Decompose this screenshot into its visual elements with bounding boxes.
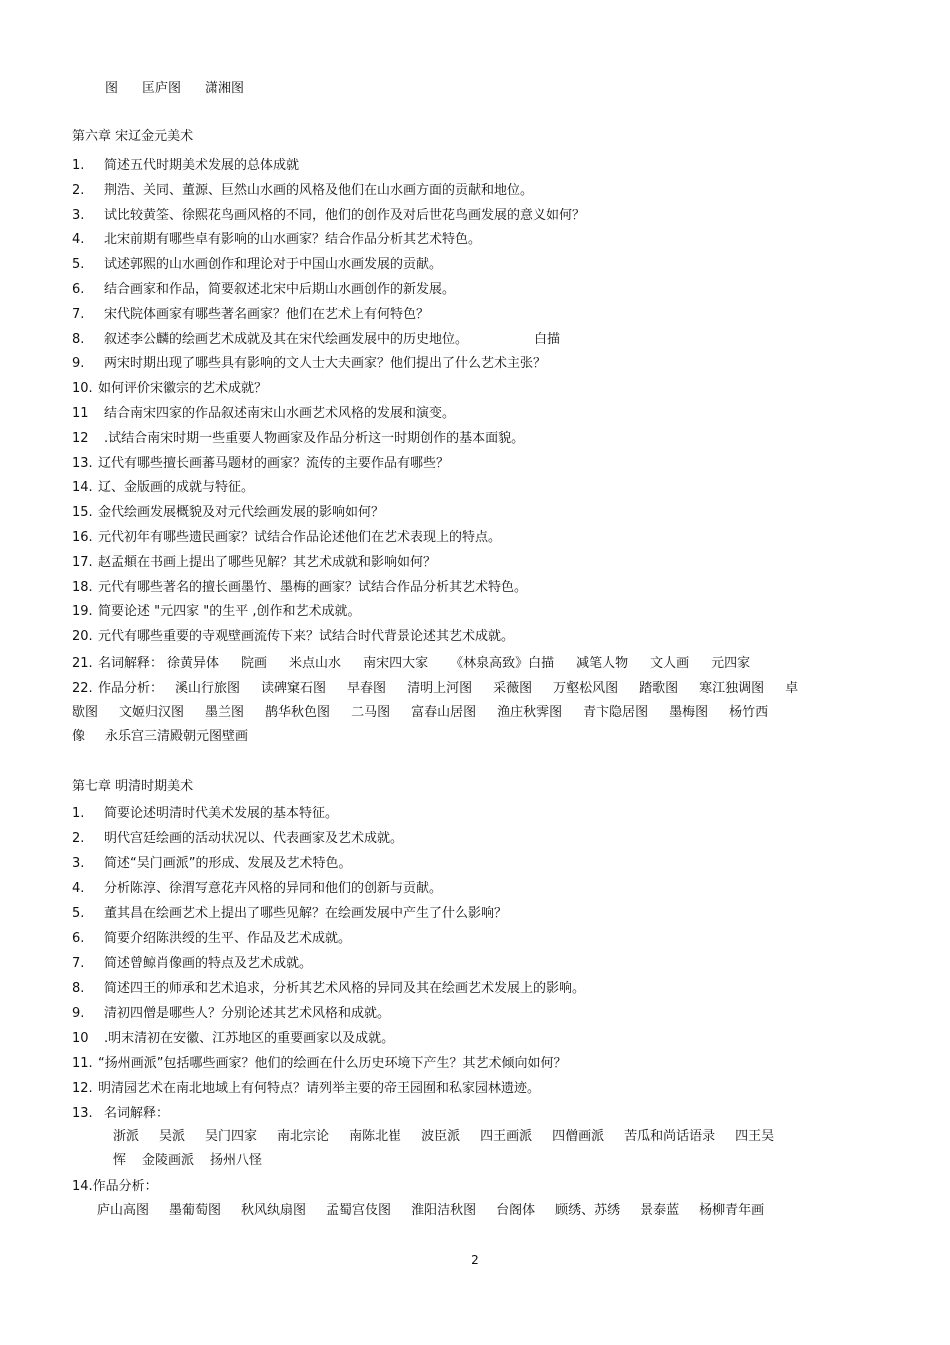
question-number: 9. [72, 1006, 85, 1021]
question-number: 11. [72, 1056, 93, 1071]
term: 南宋四大家 [363, 656, 429, 671]
question-text: 结合画家和作品，简要叙述北宋中后期山水画创作的新发展。 [104, 282, 456, 297]
term: 苦瓜和尚话语录 [624, 1129, 716, 1144]
term: 渔庄秋霁图 [497, 705, 563, 720]
question-text: 简述五代时期美术发展的总体成就 [104, 158, 300, 173]
question-item [72, 855, 351, 873]
question-item [72, 554, 436, 572]
question-22-line-3 [72, 728, 268, 746]
question-item [72, 281, 455, 299]
question-item [72, 256, 442, 274]
term: 南陈北崔 [349, 1129, 402, 1144]
term: 孟蜀宫伎图 [326, 1203, 392, 1218]
term: 南北宗论 [277, 1129, 330, 1144]
question-number: 2. [72, 182, 85, 198]
question-number: 5. [72, 257, 85, 273]
question-number: 7. [72, 306, 85, 322]
question-item [72, 430, 524, 448]
question-item [72, 1005, 390, 1023]
question-number: 19. [72, 604, 93, 620]
term: 富春山居图 [411, 705, 477, 720]
term: 墨葡萄图 [169, 1203, 222, 1218]
question-number: 13. [72, 455, 93, 471]
question-number: 15. [72, 505, 93, 521]
question-item [72, 306, 429, 324]
question-text: 金代绘画发展概貌及对元代绘画发展的影响如何？ [98, 505, 385, 521]
question-label: 14.作品分析： [72, 1179, 158, 1194]
question-number: 22. [72, 681, 93, 696]
term: 杨柳青年画 [699, 1203, 765, 1218]
question-text: 辽、金版画的成就与特征。 [98, 480, 255, 496]
question-22-line-2 [72, 704, 789, 722]
term: 扬州八怪 [210, 1153, 263, 1168]
question-number: 8. [72, 331, 85, 347]
question-14-terms [97, 1202, 784, 1220]
term: 潇湘图 [205, 81, 245, 96]
term: 淮阳洁秋图 [411, 1203, 477, 1218]
question-text: 简述四王的师承和艺术追求，分析其艺术风格的异同及其在绘画艺术发展上的影响。 [104, 981, 586, 996]
question-item [72, 880, 442, 898]
question-item [72, 1055, 566, 1073]
question-text: 结合南宋四家的作品叙述南宋山水画艺术风格的发展和演变。 [104, 406, 456, 421]
question-item [72, 1030, 394, 1048]
question-number: 8. [72, 981, 85, 996]
question-text: 试述郭熙的山水画创作和理论对于中国山水画发展的贡献。 [104, 257, 443, 273]
question-item [72, 579, 527, 597]
term: 像 [72, 729, 86, 744]
question-item [72, 157, 299, 175]
question-number: 13. [72, 1106, 93, 1121]
question-number: 6. [72, 282, 85, 297]
term: 读碑窠石图 [261, 681, 327, 696]
question-text: 明清园艺术在南北地域上有何特点？请列举主要的帝王园囿和私家园林遗迹。 [98, 1081, 541, 1096]
term: 庐山高图 [97, 1203, 150, 1218]
term: 《林泉高致》白描 [450, 656, 555, 671]
term: 吴门四家 [205, 1129, 258, 1144]
question-item [72, 628, 514, 646]
question-number: 20. [72, 629, 93, 645]
question-number: 16. [72, 530, 93, 545]
question-text: 简述“吴门画派”的形成、发展及艺术特色。 [104, 856, 352, 871]
question-number: 11 [72, 406, 89, 421]
term: 永乐宫三清殿朝元图壁画 [105, 729, 249, 744]
term: 金陵画派 [142, 1153, 195, 1168]
question-item [72, 504, 384, 522]
question-text: 赵孟頫在书画上提出了哪些见解？其艺术成就和影响如何？ [98, 554, 437, 570]
question-text: 清初四僧是哪些人？分别论述其艺术风格和成就。 [104, 1006, 391, 1021]
question-item [72, 955, 312, 973]
term: 四王吴 [735, 1129, 775, 1144]
question-label: 名词解释： [98, 656, 164, 671]
question-item [72, 231, 481, 249]
question-item [72, 207, 585, 225]
chapter-7-title: 第七章 明清时期美术 [72, 779, 194, 794]
term: 顾绣、苏绣 [555, 1203, 621, 1218]
question-item [72, 1080, 540, 1098]
term: 四王画派 [480, 1129, 533, 1144]
question-21 [72, 655, 772, 673]
question-text: 荆浩、关同、董源、巨然山水画的风格及他们在山水画方面的贡献和地位。 [104, 182, 534, 198]
chapter-6-title: 第六章 宋辽金元美术 [72, 129, 194, 144]
question-item [72, 980, 585, 998]
question-item [72, 380, 267, 398]
question-number: 12 [72, 430, 89, 446]
question-item [72, 479, 254, 497]
question-text: 叙述李公麟的绘画艺术成就及其在宋代绘画发展中的历史地位。 [104, 331, 469, 347]
question-text: 简述曾鲸肖像画的特点及艺术成就。 [104, 956, 313, 971]
question-number: 6. [72, 931, 85, 946]
term: 墨梅图 [669, 705, 709, 720]
question-text: 董其昌在绘画艺术上提出了哪些见解？在绘画发展中产生了什么影响？ [104, 906, 508, 921]
question-number: 3. [72, 856, 85, 871]
question-number: 10. [72, 381, 93, 397]
term: 院画 [241, 656, 268, 671]
question-number: 4. [72, 232, 85, 248]
question-text: 两宋时期出现了哪些具有影响的文人士大夫画家？他们提出了什么艺术主张？ [104, 356, 547, 372]
question-item [72, 331, 560, 349]
question-number: 7. [72, 956, 85, 971]
question-text: “扬州画派”包括哪些画家？他们的绘画在什么历史环境下产生？其艺术倾向如何？ [98, 1056, 567, 1071]
term: 采薇图 [493, 681, 533, 696]
term: 卓 [785, 681, 799, 696]
term: 踏歌图 [639, 681, 679, 696]
term: 墨兰图 [205, 705, 245, 720]
question-item [72, 603, 361, 621]
term: 寒江独调图 [699, 681, 765, 696]
question-number: 4. [72, 881, 85, 896]
question-number: 18. [72, 579, 93, 595]
question-text: .明末清初在安徽、江苏地区的重要画家以及成就。 [104, 1031, 395, 1046]
question-item [72, 182, 533, 200]
question-text: 简要论述 "元四家 "的生平 ,创作和艺术成就。 [98, 604, 361, 620]
question-number: 21. [72, 656, 93, 671]
term: 台阁体 [496, 1203, 536, 1218]
question-text: 如何评价宋徽宗的艺术成就？ [98, 381, 268, 397]
page-number: 2 [471, 1253, 479, 1267]
question-text: 元代初年有哪些遗民画家？试结合作品论述他们在艺术表现上的特点。 [98, 530, 502, 545]
question-number: 1. [72, 158, 85, 173]
question-13-terms-line-1 [113, 1128, 794, 1146]
term: 清明上河图 [407, 681, 473, 696]
term: 二马图 [351, 705, 391, 720]
term: 图 [105, 81, 119, 96]
question-item [72, 455, 449, 473]
question-number: 1. [72, 806, 85, 821]
term: 溪山行旅图 [175, 681, 241, 696]
question-number: 3. [72, 207, 85, 223]
term: 万壑松风图 [553, 681, 619, 696]
question-text: 分析陈淳、徐渭写意花卉风格的异同和他们的创新与贡献。 [104, 881, 443, 896]
question-item [72, 805, 338, 823]
term: 徐黄异体 [167, 656, 220, 671]
question-item [72, 405, 455, 423]
term: 吴派 [159, 1129, 186, 1144]
term: 杨竹西 [729, 705, 769, 720]
term: 减笔人物 [576, 656, 629, 671]
question-number: 5. [72, 906, 85, 921]
question-item [72, 905, 507, 923]
question-text: 明代宫廷绘画的活动状况以、代表画家及艺术成就。 [104, 831, 404, 846]
question-label: 作品分析： [98, 681, 164, 696]
question-text: 简要介绍陈洪绶的生平、作品及艺术成就。 [104, 931, 352, 946]
question-text: 宋代院体画家有哪些著名画家？他们在艺术上有何特色？ [104, 306, 430, 322]
question-text: 简要论述明清时代美术发展的基本特征。 [104, 806, 339, 821]
question-number: 12. [72, 1081, 93, 1096]
question-text: 试比较黄筌、徐熙花鸟画风格的不同，他们的创作及对后世花鸟画发展的意义如何？ [104, 207, 586, 223]
term: 文姬归汉图 [119, 705, 185, 720]
question-number: 2. [72, 831, 85, 846]
question-text: 元代有哪些著名的擅长画墨竹、墨梅的画家？试结合作品分析其艺术特色。 [98, 579, 528, 595]
term: 歇图 [72, 705, 99, 720]
term: 元四家 [711, 656, 751, 671]
question-text: .试结合南宋时期一些重要人物画家及作品分析这一时期创作的基本面貌。 [104, 430, 525, 446]
question-label: 名词解释： [104, 1106, 170, 1121]
question-number: 14. [72, 480, 93, 496]
question-number: 9. [72, 356, 85, 372]
question-item [72, 930, 351, 948]
annotation-text: 白描 [534, 331, 561, 347]
question-text: 元代有哪些重要的寺观壁画流传下来？试结合时代背景论述其艺术成就。 [98, 629, 515, 645]
term: 秋风纨扇图 [241, 1203, 307, 1218]
question-22-line-1 [72, 680, 819, 698]
question-text: 北宋前期有哪些卓有影响的山水画家？结合作品分析其艺术特色。 [104, 232, 482, 248]
term: 恽 [113, 1153, 127, 1168]
term: 米点山水 [289, 656, 342, 671]
term: 青卞隐居图 [583, 705, 649, 720]
top-line [105, 80, 270, 98]
term: 景泰蓝 [640, 1203, 680, 1218]
term: 早春图 [347, 681, 387, 696]
question-number: 10 [72, 1031, 89, 1046]
question-14 [72, 1178, 158, 1196]
term: 四僧画派 [552, 1129, 605, 1144]
term: 波臣派 [421, 1129, 461, 1144]
question-item [72, 355, 546, 373]
term: 浙派 [113, 1129, 140, 1144]
question-item [72, 830, 403, 848]
term: 匡庐图 [142, 81, 182, 96]
question-number: 17. [72, 554, 93, 570]
question-13 [72, 1105, 169, 1123]
question-13-terms-line-2 [113, 1152, 278, 1170]
question-item [72, 529, 501, 547]
question-text: 辽代有哪些擅长画蕃马题材的画家？流传的主要作品有哪些？ [98, 455, 450, 471]
term: 文人画 [650, 656, 690, 671]
term: 鹊华秋色图 [265, 705, 331, 720]
